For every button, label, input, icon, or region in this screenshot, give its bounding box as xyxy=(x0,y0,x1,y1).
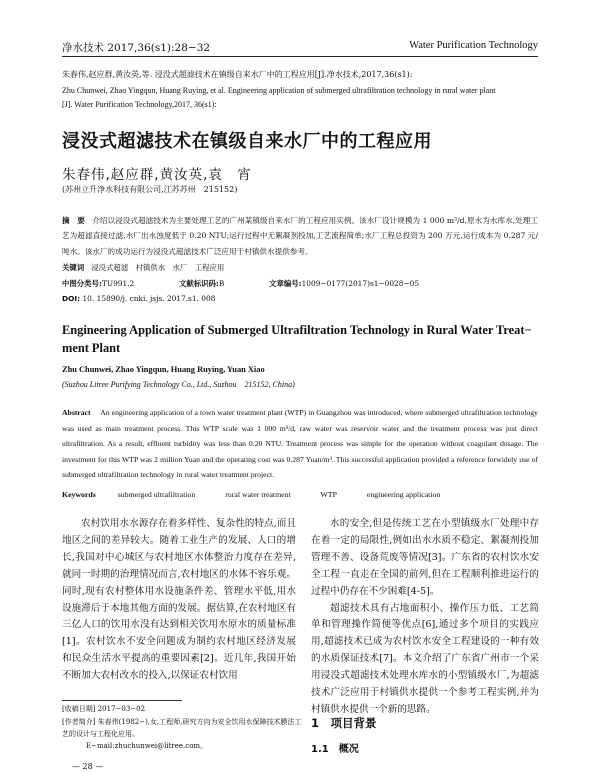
body-paragraph: 超滤技术具有占地面积小、操作压力低、工艺简单和管理操作简便等优点[6],通过多个项目的实践应用,超滤技术已成为农村饮水安全工程建设的一种有效的水质保证技术[7]。本文介绍了广东省广州市一个采用浸没式超滤技术处理水库水的小型镇级水厂,为超滤技术广泛应用于村镇供水提供一个参考工程实例,并为村镇供水提供一个新的思路。 xyxy=(311,602,539,715)
authors-en: Zhu Chunwei, Zhao Yingqun, Huang Ruying, Yuan Xiao xyxy=(62,365,265,374)
affiliation-en: (Suzhou Litree Purifying Technology Co., Ltd., Suzhou 215152, China) xyxy=(62,380,295,389)
citation-en-line: [J]. Water Purification Technology,2017, 36(s1): xyxy=(62,100,217,109)
header-divider xyxy=(62,56,538,57)
doi-label: DOI: xyxy=(62,294,81,303)
keyword-item: submerged ultrafiltration xyxy=(117,490,196,499)
article-no-value: 1009−0177(2017)s1−0028−05 xyxy=(301,279,420,288)
footnote-divider xyxy=(62,700,182,701)
keywords-cn-label: 关键词 xyxy=(62,263,85,272)
keywords-cn xyxy=(62,262,224,273)
citation-cn: 朱春伟,赵应群,黄汝英,等. 浸没式超滤技术在镇级自来水厂中的工程应用[J].净水技术,2017,36(s1): xyxy=(62,70,413,79)
journal-name-header: Water Purification Technology xyxy=(409,40,538,51)
affiliation-cn: (苏州立升净水科技有限公司,江苏苏州 215152) xyxy=(62,185,238,194)
abstract-cn-label: 摘 要 xyxy=(62,216,85,225)
clc-label: 中图分类号: xyxy=(62,279,102,288)
abstract-en-text: An engineering application of a town water treatment plant (WTP) in Guangzhou was introduced, where submerged ultrafiltration technology was used as main treatment process. This WTP scale was 1 000 m³/d, raw water was reservoir water and the treatment process was just direct ultrafiltration. As a result, effluent turbidity was less than 0.20 NTU. Treatment process was simple for the operation without coagulant dosage. The investment for this WTP was 2 million Yuan and the operating cost was 0.287 Yuan/m³. This successful application provided a reference forwidely use of submerged ultrafiltration technology in rural water treatment project. xyxy=(62,408,538,480)
section-heading: 1 项目背景 xyxy=(311,716,377,730)
journal-issue-header: 净水技术 2017,36(s1):28−32 xyxy=(62,42,211,54)
title-cn: 浸没式超滤技术在镇级自来水厂中的工程应用 xyxy=(62,131,432,152)
subsection-heading: 1.1 概况 xyxy=(311,744,359,755)
keyword-item: WTP xyxy=(320,490,337,499)
title-en: Engineering Application of Submerged Ultrafiltration Technology in Rural Water Treat− ment Plant xyxy=(62,323,532,355)
classification-line xyxy=(62,278,419,289)
clc-value: TU991.2 xyxy=(101,279,135,288)
footnote-author-intro: [作者简介] 朱春伟(1982−),女,工程师,研究方向为安全饮用水保障技术膜法工艺的设计与工程化应用。 xyxy=(62,718,302,738)
keywords-en-label: Keywords xyxy=(62,490,96,499)
body-paragraph: 水的安全,但是传统工艺在小型镇级水厂处理中存在着一定的局限性,例如出水水质不稳定、絮凝剂投加管理不善、设备荒废等情况[3]。广东省的农村饮水安全工程一直走在全国的前列,但在工程顺利推进运行的过程中仍存在不少困难[4-5]。 xyxy=(311,518,539,597)
keyword-item: engineering application xyxy=(366,490,441,499)
abstract-cn xyxy=(62,213,538,259)
authors-cn: 朱春伟,赵应群,黄汝英,袁 宵 xyxy=(62,167,252,183)
page-number: — 28 — xyxy=(72,762,104,771)
doi-line xyxy=(62,294,215,303)
article-no-label: 文章编号: xyxy=(269,279,302,288)
body-right-column xyxy=(311,516,539,719)
abstract-cn-text: 介绍以浸没式超滤技术为主要处理工艺的广州某镇级自来水厂的工程应用实例。该水厂设计规模为 1 000 m³/d,原水为水库水,处理工艺为超滤直接过滤,水厂出水浊度低于 0.20 NTU;运行过程中无絮凝剂投加,工艺流程简单;水厂工程总投资为 200 万元,运行成本为 0.287 元/吨水。该水厂的成功运行为浸没式超滤技术广泛应用于村镇供水提供参考。 xyxy=(62,216,538,256)
abstract-en xyxy=(62,405,538,483)
citation-en-line: Zhu Chunwei, Zhao Yingqun, Huang Ruying, et al. Engineering application of submerged ultrafiltration technology in rural water plant xyxy=(62,86,496,95)
keywords-cn-text: 浸没式超滤 村镇供水 水厂 工程应用 xyxy=(91,263,225,272)
keywords-en xyxy=(62,490,468,499)
body-left-column: 农村饮用水水源存在着多样性、复杂性的特点,而且地区之间的差异较大。随着工业生产的发展、人口的增长,我国对中心城区与农村地区水体整治力度存在差异,就同一时期的治理情况而言,农村地区的水体不容乐观。同时,现有农村整体用水设施条件差、管理水平低,用水设施滞后于本地其他方面的发展。据估算,在农村地区有三亿人口的饮用水没有达到相关饮用水原水的质量标准[1]。农村饮水不安全问题成为制约农村地区经济发展和民众生活水平提高的重要因素[2]。近几年,我国开始不断加大农村改水的投入,以保证农村饮用 xyxy=(62,518,296,682)
footnote-received: [收稿日期] 2017−03−02 xyxy=(62,705,146,713)
keyword-item: rural water treatment xyxy=(225,490,291,499)
footnote-email: E−mail:zhuchunwei@litree.com。 xyxy=(86,742,208,750)
abstract-en-label: Abstract xyxy=(62,408,91,417)
doi-value: 10. 15890/j. cnki. jsjs. 2017.s1. 008 xyxy=(82,294,216,303)
doc-code-value: B xyxy=(218,279,225,288)
doc-code-label: 文献标识码: xyxy=(178,279,219,288)
